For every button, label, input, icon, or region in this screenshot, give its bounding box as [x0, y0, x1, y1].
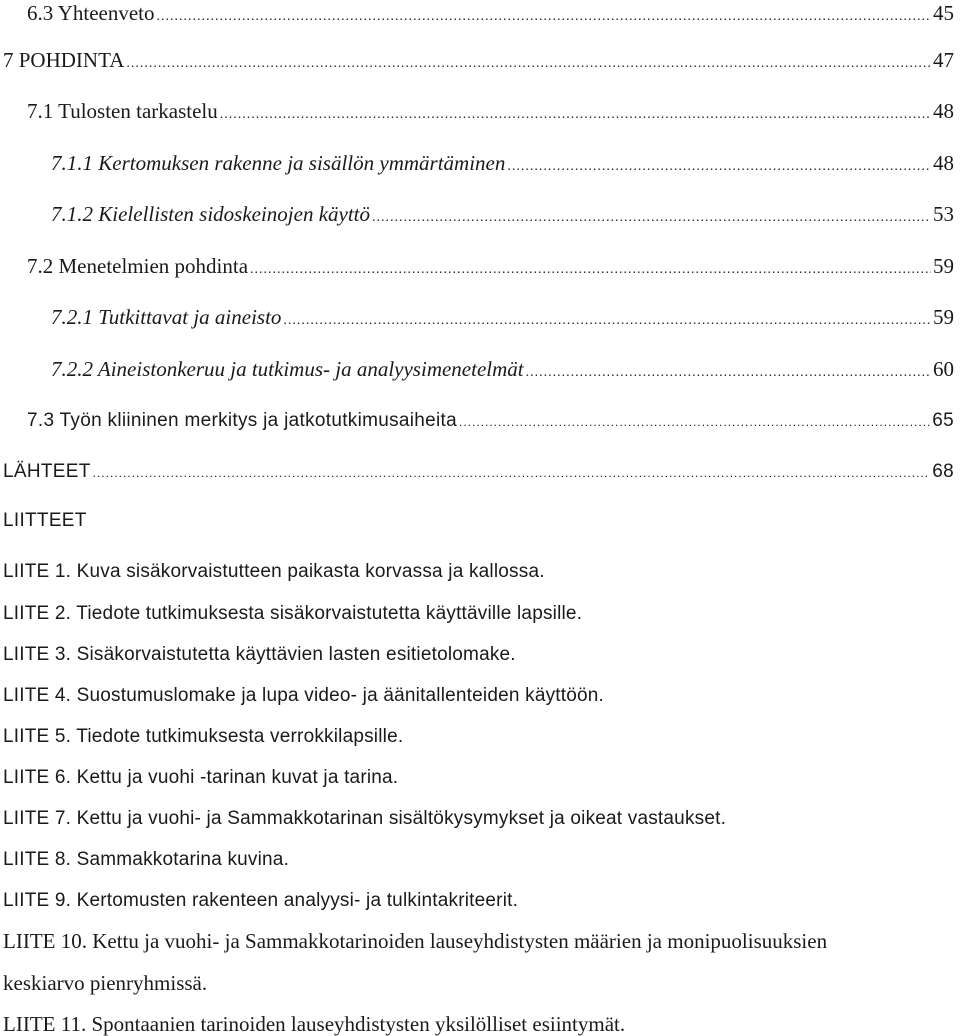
- toc-entry[interactable]: [51, 356, 954, 386]
- toc-entry-label: 6.3 Yhteenveto: [27, 1, 155, 25]
- toc-entry[interactable]: [3, 459, 954, 486]
- dot-leader: [126, 51, 931, 77]
- appendix-item[interactable]: LIITE 1. Kuva sisäkorvaistutteen paikasta korvassa ja kallossa.: [3, 561, 545, 582]
- appendix-item[interactable]: LIITE 4. Suostumuslomake ja lupa video- ja äänitallenteiden käyttöön.: [3, 685, 605, 706]
- dot-leader: [157, 4, 931, 30]
- toc-entry-page: 48: [933, 99, 954, 123]
- toc-entry-page: 45: [933, 1, 954, 25]
- toc-entry[interactable]: [27, 253, 954, 283]
- dot-leader: [526, 360, 931, 386]
- appendix-item[interactable]: LIITE 2. Tiedote tutkimuksesta sisäkorvaistutetta käyttäville lapsille.: [3, 603, 583, 624]
- toc-entry[interactable]: [27, 408, 954, 435]
- toc-entry-label: 7.2.1 Tutkittavat ja aineisto: [51, 305, 282, 329]
- appendix-item[interactable]: LIITE 9. Kertomusten rakenteen analyysi- ja tulkintakriteerit.: [3, 890, 519, 911]
- dot-leader: [372, 205, 931, 231]
- appendices-heading: LIITTEET: [3, 510, 87, 531]
- toc-entry-label: 7.1.2 Kielellisten sidoskeinojen käyttö: [51, 202, 371, 226]
- toc-entry-page: 48: [933, 151, 954, 175]
- toc-entry-page: 65: [932, 410, 954, 431]
- toc-entry-page: 53: [933, 202, 954, 226]
- dot-leader: [507, 154, 931, 180]
- toc-entry-label: 7.2.2 Aineistonkeruu ja tutkimus- ja analyysimenetelmät: [51, 357, 524, 381]
- dot-leader: [283, 308, 931, 334]
- toc-entry-page: 68: [932, 461, 954, 482]
- toc-entry-label: 7.1 Tulosten tarkastelu: [27, 99, 218, 123]
- toc-entry[interactable]: [27, 0, 954, 30]
- toc-entry-label: 7.1.1 Kertomuksen rakenne ja sisällön ymmärtäminen: [51, 151, 506, 175]
- toc-entry[interactable]: [51, 304, 954, 334]
- toc-entry-page: 60: [933, 357, 954, 381]
- appendix-item[interactable]: LIITE 10. Kettu ja vuohi- ja Sammakkotarinoiden lauseyhdistysten määrien ja monipuolisuuksien: [3, 929, 828, 953]
- toc-entry[interactable]: [51, 150, 954, 180]
- dot-leader: [459, 409, 930, 435]
- toc-entry[interactable]: [3, 47, 954, 77]
- toc-entry-label: LÄHTEET: [3, 461, 91, 482]
- toc-entry-label: 7.2 Menetelmien pohdinta: [27, 254, 249, 278]
- dot-leader: [220, 102, 931, 128]
- appendix-item[interactable]: LIITE 8. Sammakkotarina kuvina.: [3, 849, 290, 870]
- toc-entry-page: 59: [933, 305, 954, 329]
- appendix-item[interactable]: LIITE 7. Kettu ja vuohi- ja Sammakkotarinan sisältökysymykset ja oikeat vastaukset.: [3, 808, 727, 829]
- toc-entry-label: 7.3 Työn kliininen merkitys ja jatkotutkimusaiheita: [27, 410, 457, 431]
- dot-leader: [93, 460, 931, 486]
- appendix-item[interactable]: LIITE 6. Kettu ja vuohi -tarinan kuvat ja tarina.: [3, 767, 399, 788]
- appendix-item[interactable]: LIITE 5. Tiedote tutkimuksesta verrokkilapsille.: [3, 726, 404, 747]
- toc-entry-page: 47: [933, 48, 954, 72]
- toc-entry-page: 59: [933, 254, 954, 278]
- toc-entry-label: 7 POHDINTA: [3, 48, 125, 72]
- dot-leader: [250, 257, 931, 283]
- appendix-item[interactable]: LIITE 3. Sisäkorvaistutetta käyttävien lasten esitietolomake.: [3, 644, 516, 665]
- toc-entry[interactable]: [27, 98, 954, 128]
- toc-entry[interactable]: [51, 201, 954, 231]
- appendix-item-continuation: keskiarvo pienryhmissä.: [3, 971, 208, 995]
- appendix-item[interactable]: LIITE 11. Spontaanien tarinoiden lauseyhdistysten yksilölliset esiintymät.: [3, 1012, 626, 1036]
